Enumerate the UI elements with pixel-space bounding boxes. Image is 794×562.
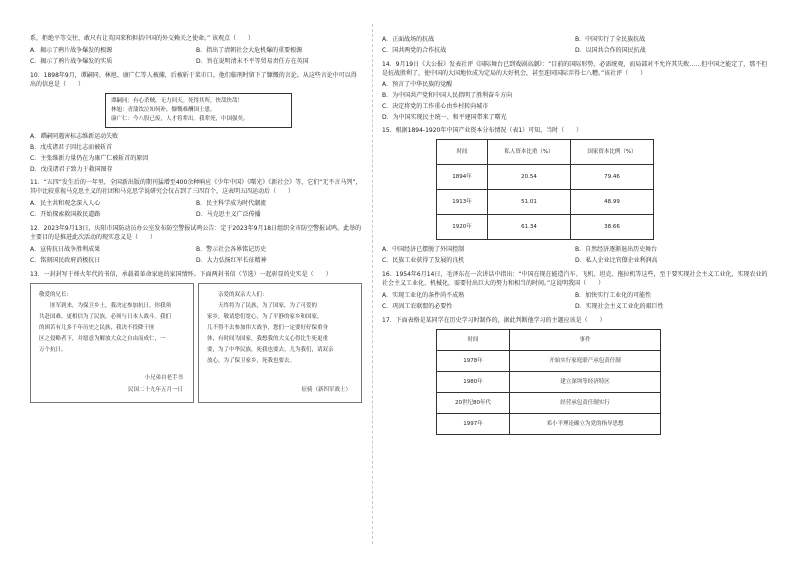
question-11: 11．“五四”发生后的一年里，全国新出版的期刊猛增至400余种响应《少年中国》《曙光》《新社会》等，它们“无不言马列”，其中比较重视马克思主义的社团和马克思学说研究会仅占到了三四百个，这表明五四运动后（ ） [30, 179, 362, 195]
quote-line: 谭嗣同：有心杀贼，无力回天。死得其所，快哉快哉！ [111, 98, 244, 104]
option-c: C．决定将党的工作重心由乡村转向城市 [382, 103, 489, 110]
option-d: D．马克思主义广泛传播 [196, 211, 261, 218]
letter-line: 的困苦有几多千年历史之民族，我决不投降于匪 [39, 325, 155, 331]
question-16-options [382, 290, 768, 312]
table-cell: 经营承包责任制实行 [510, 393, 661, 414]
question-17: 17．下面表格是某同学在历史学习时制作的，据此判断他学习的主题应该是（ ） [382, 317, 606, 324]
table-row [437, 190, 654, 215]
right-column [382, 34, 768, 435]
letter-signature: 小兄弟自老手书 [144, 375, 183, 381]
option-b: B．指出了清朝社会大危机爆的重要根源 [196, 47, 303, 54]
letter-line: 匪军到来，为保卫乡土，我决定参加抗日，你我须 [39, 303, 172, 309]
option-a: A．中国经济已摆脱了外国控制 [382, 246, 465, 253]
option-b: B．为中国共产党和中国人民指明了胜利奋斗方向 [382, 92, 513, 99]
option-c: C．开始探索救国救民道路 [30, 211, 101, 218]
table-row [437, 165, 654, 190]
option-b: B．警示社会各界铭记历史 [196, 246, 267, 253]
option-a: A．实现工业化的条件尚不成熟 [382, 292, 465, 299]
question-12: 12．2023年9月13日，庆阳市国防动员办公室发布防空警报试鸣公告：定于2023年9月18日组织全市防空警报试鸣。此举的主要目的是推进此次活动的现实意义是（ ） [30, 225, 362, 241]
table-header: 时间 [437, 330, 510, 351]
option-a: A．预言了中华民族的觉醒 [382, 81, 453, 88]
table-cell: 61.34 [488, 215, 571, 240]
letter-date: 民国二十九年五月一日 [127, 387, 183, 393]
table-header: 国家资本比例（%） [571, 140, 654, 165]
option-b: B．自然经济逐渐退出历史舞台 [575, 246, 658, 253]
option-d: D．为中国实现民主统一、和平建国带来了曙光 [382, 114, 507, 121]
option-d: D．实现社会主义工业化的艰巨性 [575, 303, 664, 310]
table-cell: 38.66 [571, 215, 654, 240]
table-header: 私人资本比重（%） [488, 140, 571, 165]
question-14-options [382, 80, 768, 122]
table-cell: 1978年 [437, 351, 510, 372]
option-d: D．以国共合作的国民抗战 [575, 47, 646, 54]
option-d: D．旨在说明清末不平等贸易责任方在英国 [196, 58, 309, 65]
question-10-quote-box [105, 93, 292, 128]
table-cell: 建立深圳等经济特区 [510, 372, 661, 393]
option-a: A．谭嗣同遇害标志维新运动失败 [30, 133, 119, 140]
option-c: C．民族工业获得了发展的良机 [382, 257, 465, 264]
question-15-table [436, 139, 654, 240]
table-row [437, 372, 661, 393]
table-header-row [437, 330, 661, 351]
table-cell: 1894年 [437, 165, 488, 190]
letter-line: 体，有时间为国家，我想我的大义心得比生死更重 [207, 336, 329, 342]
option-b: B．戊戌诸君子因壮志而被斩首 [30, 144, 113, 151]
table-cell: 48.99 [571, 190, 654, 215]
table-cell: 1913年 [437, 190, 488, 215]
question-13-letters [30, 283, 362, 403]
question-11-options [30, 198, 362, 220]
option-d: D．戊戌诸君子致力于救国图存 [30, 166, 113, 173]
table-row [437, 393, 661, 414]
letter-line: 儿不得不去参加伟大战争，您们一定要好好保重身 [207, 325, 329, 331]
question-10: 10．1898年9月，谭嗣同、林旭、康广仁等人被捕，后被斩于菜市口。他们临刑时留下了慷慨的言论。从这些言论中可以得出的信息是（ ） [30, 72, 357, 88]
column-divider [372, 24, 373, 544]
table-cell: 1997年 [437, 414, 510, 435]
letter-line: 放心，为了保卫家乡，死我也要去。 [207, 358, 296, 364]
table-cell: 20.54 [488, 165, 571, 190]
option-a: A．宣传抗日战争胜利成果 [30, 246, 101, 253]
letter-line: 亲爱的双亲大人们： [207, 292, 268, 298]
table-cell: 51.01 [488, 190, 571, 215]
option-c: C．主张维新力量仍在为康广仁被斩首的原因 [30, 155, 149, 162]
option-d: D．大力弘扬红军长征精神 [196, 257, 267, 264]
question-13: 13．一封封写于烽火年代的书信，承载着革命家庭的家国情怀。下面两封书信（节选）一起彰显的史实是（ ） [30, 271, 332, 278]
table-cell: 邓小平理论确立为党的指导思想 [510, 414, 661, 435]
option-c: C．铭刻国民政府消极抗日 [30, 257, 101, 264]
quote-line: 林旭：青蒲饮泣知何补，慷慨难酬国士恩。 [111, 107, 216, 113]
option-a: A．揭示了鸦片战争爆发的根源 [30, 47, 113, 54]
letter-line: 万个抗日。 [39, 347, 67, 353]
letter-1 [30, 283, 194, 403]
question-9-options [30, 45, 362, 67]
option-a: A．民主共和观念深入人心 [30, 200, 101, 207]
letter-line: 敬爱的兄长： [39, 292, 73, 298]
table-header: 时间 [437, 140, 488, 165]
option-b: B．加快实行工业化的可能性 [575, 292, 652, 299]
option-b: B．民主科学成为时代潮流 [196, 200, 267, 207]
letter-line: 共赴国难，更相信为了民族，必须与日本人战斗。我们 [39, 314, 172, 320]
option-a: A．正面战场的抗战 [382, 36, 435, 43]
table-header: 事件 [510, 330, 661, 351]
letter-2 [198, 283, 362, 403]
question-15: 15．根据1894-1920年中国产业资本分布情况（表1）可知，当时（ ） [382, 127, 583, 134]
quote-line: 康广仁：今八股已废，人才将辈出。我辈死，中国强矣。 [111, 116, 249, 122]
table-cell: 开始实行家庭联产承包责任制 [510, 351, 661, 372]
table-cell: 79.46 [571, 165, 654, 190]
letter-line: 家乡，敬请您们宽心，为了平静的家乡和国家， [207, 314, 323, 320]
table-header-row [437, 140, 654, 165]
question-16: 16．1954年6月14日，毛泽东在一次讲话中指出：“中国在现在能造汽车、飞机、坦克、拖拉机等这些，至于要实现社会主义工业化，实现农业的社会主义工业化、机械化，需要付出巨大的努力和相当的时间。”这说明我国（ ） [382, 271, 768, 287]
question-12-options [30, 244, 362, 266]
table-row [437, 215, 654, 240]
question-9-continuation: 系，拒绝平等交往，敢尺有让英国来和担括中国的外交赖关之使命。” 该观点（ ） [30, 35, 255, 42]
option-c: C．国共两党的合作抗战 [382, 47, 447, 54]
table-cell: 20世纪80年代 [437, 393, 510, 414]
table-row [437, 414, 661, 435]
table-row [437, 351, 661, 372]
option-b: B．中国实行了全民族抗战 [575, 36, 646, 43]
letter-line: 天终将为了民族，为了国家，为了可爱的 [207, 303, 318, 309]
table-cell: 1980年 [437, 372, 510, 393]
option-c: C．揭示了鸦片战争爆发的实质 [30, 58, 113, 65]
letter-signature: 征骑（新四军战士） [301, 387, 351, 393]
question-17-table [436, 329, 661, 435]
question-14: 14．9月19日《大公报》发表社评《国际舞台已到戏剧高潮》：“目前的国际形势，必需统观，而局部对不允许其失败……但中国之能定了，那不但是抗战胜利了，使中国的大国地位成为定局的大好机会，甚至连同国际弄得七八糟。”该社评（ ） [382, 61, 768, 77]
question-13-options [382, 34, 768, 56]
letter-line: 区之侵略者下，并愿意为解放大众之自由而成仁，一 [39, 336, 166, 342]
table-cell: 1920年 [437, 215, 488, 240]
question-15-options [382, 244, 768, 266]
option-c: C．巩固工农联盟的必要性 [382, 303, 453, 310]
question-10-options [30, 132, 362, 174]
letter-line: 要，为了中华民族，死我也要去。儿为我们，请双亲 [207, 347, 334, 353]
left-column [30, 34, 362, 407]
option-d: D．私人企业比官僚企业利润高 [575, 257, 658, 264]
